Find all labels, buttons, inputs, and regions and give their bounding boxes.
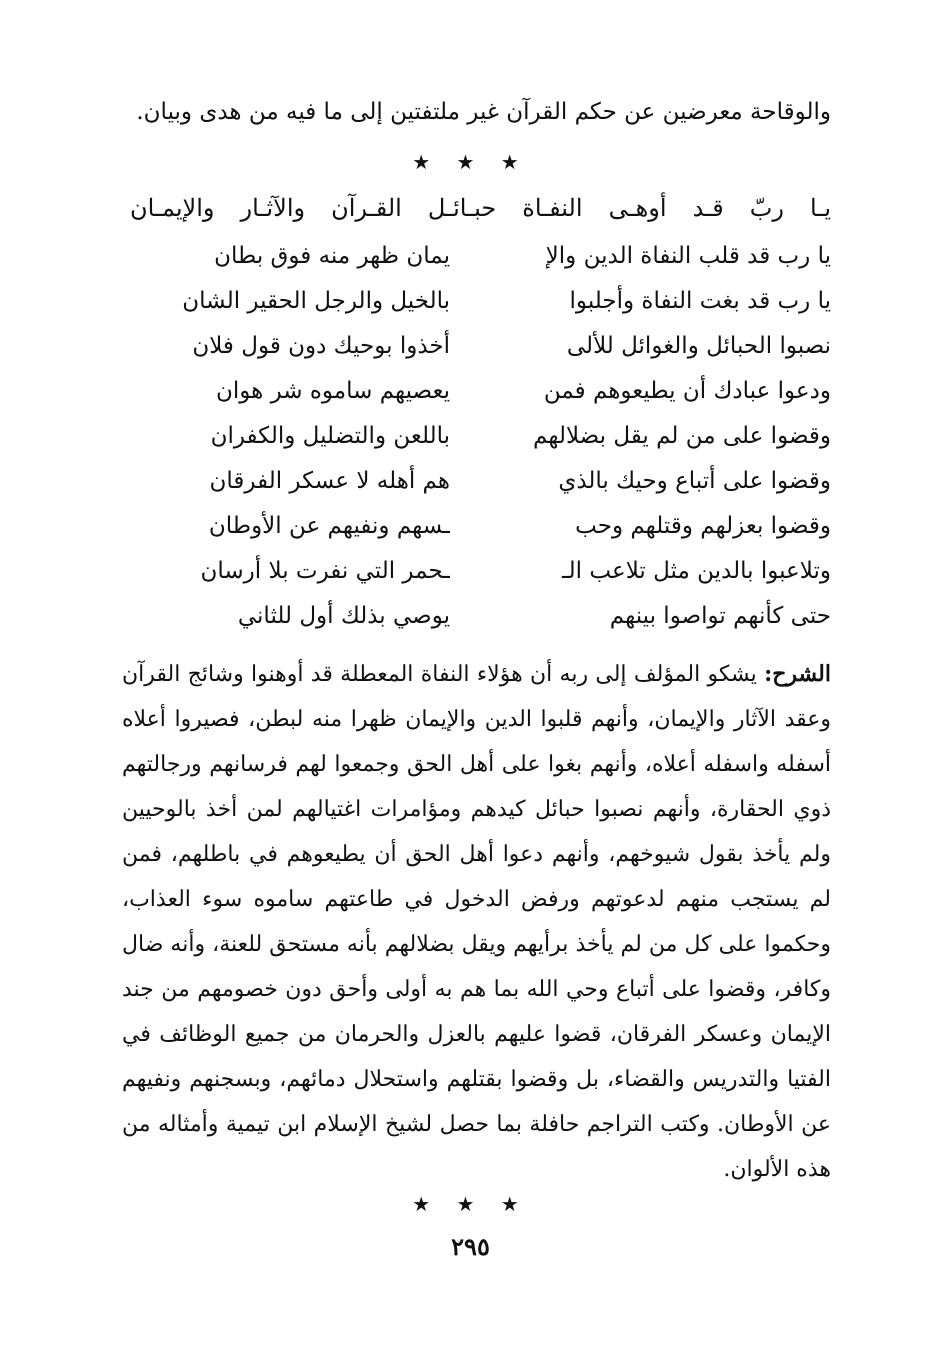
commentary-paragraph	[122, 652, 831, 1192]
verse-row	[130, 371, 831, 416]
verse-row	[130, 236, 831, 281]
verse-row	[130, 281, 831, 326]
verse-second-hemistich: أخذوا بوحيك دون قول فلان	[192, 333, 450, 359]
verse-first-hemistich: ودعوا عبادك أن يطيعوهم فمن	[543, 378, 831, 404]
verse-row	[130, 551, 831, 596]
commentary-text: يشكو المؤلف إلى ربه أن هؤلاء النفاة المعطلة قد أوهنوا وشائج القرآن وعقد الآثار والإيمان، وأنهم قلبوا الدين والإيمان ظهرا منه لبطن، فصيروا أعلاه أسفله واسفله أعلاه، وأنهم بغوا على أهل الحق وجمعوا لهم فرسانهم ورجالتهم ذوي الحقارة، وأنهم نصبوا حبائل كيدهم ومؤامرات اغتيالهم لمن أخذ بالوحيين ولم يأخذ بقول شيوخهم، وأنهم دعوا أهل الحق أن يطيعوهم في باطلهم، فمن لم يستجب منهم لدعوتهم ورفض الدخول في طاعتهم ساموه سوء العذاب، وحكموا على كل من لم يأخذ برأيهم ويقل بضلالهم بأنه مستحق للعنة، وأنه ضال وكافر، وقضوا على أتباع وحي الله بما هم به أولى وأحق دون خصومهم من جند الإيمان وعسكر الفرقان، قضوا عليهم بالعزل والحرمان من جميع الوظائف في الفتيا والتدريس والقضاء، بل وقضوا بقتلهم واستحلال دمائهم، وبسجنهم ونفيهم عن الأوطان. وكتب التراجم حافلة بما حصل لشيخ الإسلام ابن تيمية وأمثاله من هذه الألوان.	[122, 662, 832, 1182]
verse-second-hemistich: يمان ظهر منه فوق بطان	[214, 243, 450, 269]
verse-row	[130, 326, 831, 371]
verse-first-hemistich: يا رب قد قلب النفاة الدين والإ	[545, 243, 831, 269]
verse-second-hemistich: باللعن والتضليل والكفران	[210, 423, 450, 449]
verse-row	[130, 596, 831, 641]
verse-block	[130, 236, 831, 641]
verse-row	[130, 416, 831, 461]
verse-second-hemistich: بالخيل والرجل الحقير الشان	[182, 288, 450, 314]
verse-first-hemistich: وقضوا على من لم يقل بضلالهم	[533, 423, 831, 449]
verse-second-hemistich: ـحمر التي نفرت بلا أرسان	[200, 558, 450, 584]
verse-second-hemistich: هم أهله لا عسكر الفرقان	[209, 468, 450, 494]
verse-first-hemistich: نصبوا الحبائل والغوائل للألى	[566, 333, 831, 359]
page-number: ٢٩٥	[451, 1232, 490, 1261]
verse-row	[130, 461, 831, 506]
verse-second-hemistich: يوصي بذلك أول للثاني	[237, 603, 450, 629]
separator-bottom: ★ ★ ★	[412, 1192, 529, 1216]
verse-first-hemistich: وتلاعبوا بالدين مثل تلاعب الـ	[561, 558, 831, 584]
intro-line: والوقاحة معرضين عن حكم القرآن غير ملتفتين إلى ما فيه من هدى وبيان.	[136, 99, 831, 125]
separator-top: ★ ★ ★	[412, 150, 529, 174]
verse-first-hemistich: يا رب قد بغت النفاة وأجلبوا	[569, 288, 831, 314]
verse-second-hemistich: ـسهم ونفيهم عن الأوطان	[208, 513, 450, 539]
verse-row	[130, 506, 831, 551]
full-verse-line: يـا ربّ قـد أوهـى النفـاة حبـائـل القـرآن والآثـار والإيمـان	[130, 194, 831, 222]
verse-second-hemistich: يعصيهم ساموه شر هوان	[215, 378, 450, 404]
verse-first-hemistich: حتى كأنهم تواصوا بينهم	[609, 603, 831, 629]
verse-first-hemistich: وقضوا على أتباع وحيك بالذي	[558, 468, 831, 494]
commentary-label: الشرح:	[764, 661, 831, 687]
verse-first-hemistich: وقضوا بعزلهم وقتلهم وحب	[575, 513, 831, 539]
